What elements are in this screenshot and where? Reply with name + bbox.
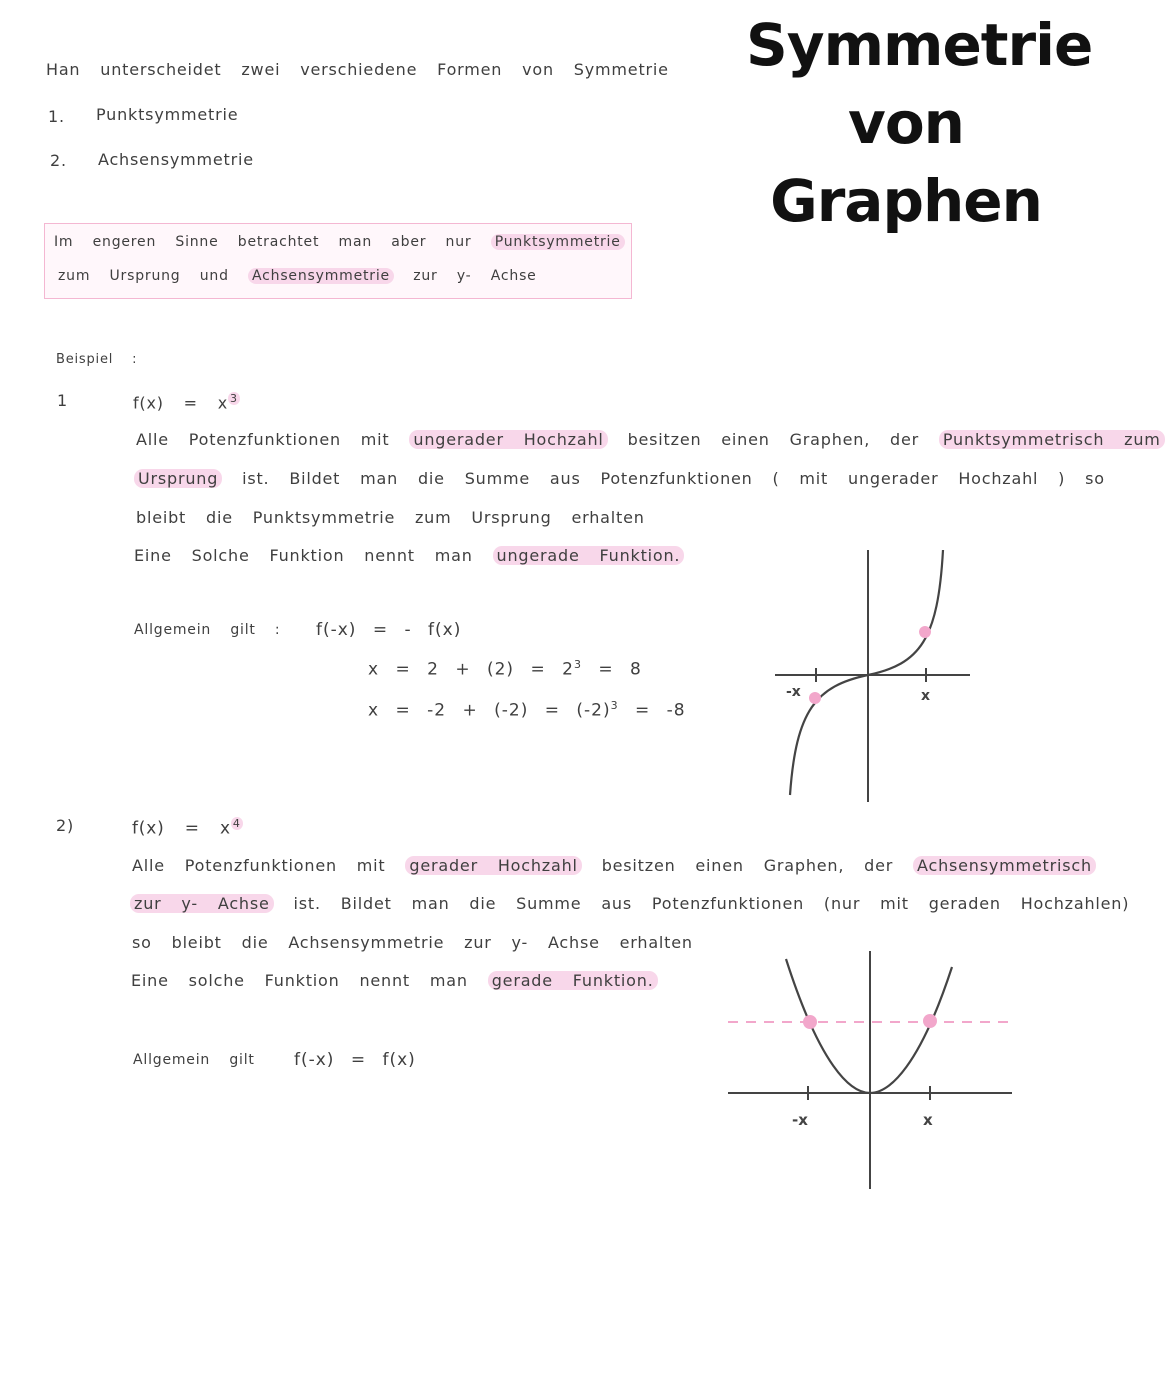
- note-line-2-text-a: zum Ursprung und: [58, 268, 229, 284]
- example1-exponent: 3: [230, 392, 238, 405]
- intro-item-1-num: 1.: [48, 107, 65, 126]
- example2-line-1-text-a: Alle Potenzfunktionen mit: [132, 856, 386, 875]
- note-highlight-achsensymmetrie: Achsensymmetrie: [248, 268, 394, 284]
- parabola-point-neg: [803, 1015, 817, 1029]
- example1-line-1-text-b: besitzen einen Graphen, der: [627, 430, 919, 449]
- example1-function: [133, 392, 240, 412]
- example2-line-1-text-b: besitzen einen Graphen, der: [601, 856, 894, 875]
- example2-highlight-achsensymmetrisch: Achsensymmetrisch: [913, 856, 1096, 875]
- example1-function-text: f(x) = x: [133, 393, 229, 413]
- example1-line-1: [136, 430, 1165, 449]
- example2-highlight-gerader-hochzahl: gerader Hochzahl: [405, 856, 581, 875]
- note-line-2-text-b: zur y- Achse: [413, 268, 537, 284]
- parabola-label-pos: x: [923, 1111, 933, 1129]
- example1-calc-2: [368, 699, 686, 721]
- example1-line-2-text: ist. Bildet man die Summe aus Potenzfunktionen ( mit ungerader Hochzahl ) so: [242, 469, 1105, 488]
- example1-line-1-text-a: Alle Potenzfunktionen mit: [136, 430, 390, 449]
- example1-calc-1-b: = 8: [598, 659, 642, 680]
- example1-line-4-text: Eine Solche Funktion nennt man: [134, 546, 473, 565]
- note-line-1: [54, 234, 625, 250]
- title-line-1: Symmetrie: [746, 11, 1093, 79]
- example1-number: 1: [57, 391, 68, 410]
- note-line-1-text: Im engeren Sinne betrachtet man aber nur: [54, 234, 472, 250]
- example1-calc-2-b: = -8: [635, 700, 686, 721]
- example1-highlight-ungerade-funktion: ungerade Funktion.: [493, 546, 685, 565]
- example1-line-4: [134, 546, 684, 565]
- example1-general-label: Allgemein gilt :: [134, 622, 281, 638]
- example2-rule: f(-x) = f(x): [294, 1050, 416, 1070]
- example1-highlight-ungerader-hochzahl: ungerader Hochzahl: [409, 430, 607, 449]
- example1-calc-2-a: x = -2 + (-2) = (-2): [368, 700, 611, 721]
- example2-number: 2): [56, 816, 75, 835]
- example2-exponent: 4: [232, 817, 241, 830]
- intro-sentence: Han unterscheidet zwei verschiedene Formen von Symmetrie: [46, 60, 669, 79]
- example2-highlight-gerade-funktion: gerade Funktion.: [488, 971, 658, 990]
- example2-function-text: f(x) = x: [132, 818, 231, 839]
- example2-line-4: [131, 971, 658, 990]
- example-label: Beispiel :: [56, 352, 138, 367]
- parabola-point-pos: [923, 1014, 937, 1028]
- example1-calc-2-exp: 3: [610, 699, 619, 712]
- cubic-point-neg: [809, 692, 821, 704]
- cubic-label-neg: -x: [786, 684, 801, 700]
- example2-line-4-text: Eine solche Funktion nennt man: [131, 971, 468, 990]
- example2-line-3: so bleibt die Achsensymmetrie zur y- Achse erhalten: [132, 933, 693, 952]
- note-highlight-punktsymmetrie: Punktsymmetrie: [491, 234, 625, 250]
- example1-rule: f(-x) = - f(x): [316, 620, 462, 640]
- example1-highlight-ursprung: Ursprung: [134, 469, 222, 488]
- example1-line-3: bleibt die Punktsymmetrie zum Ursprung erhalten: [136, 508, 645, 527]
- example1-calc-1-a: x = 2 + (2) = 2: [368, 659, 574, 680]
- example2-line-1: [132, 856, 1096, 875]
- example1-line-2: [134, 469, 1105, 488]
- example1-calc-1: [368, 658, 642, 680]
- parabola-graph: [720, 945, 1020, 1195]
- cubic-label-pos: x: [921, 688, 931, 704]
- example2-line-2-text: ist. Bildet man die Summe aus Potenzfunktionen (nur mit geraden Hochzahlen): [293, 894, 1130, 913]
- example1-highlight-punktsymmetrisch: Punktsymmetrisch zum: [939, 430, 1165, 449]
- title-line-2: von: [848, 89, 964, 157]
- intro-item-1-label: Punktsymmetrie: [96, 105, 239, 124]
- cubic-curve: [790, 550, 943, 795]
- cubic-graph: [760, 540, 990, 810]
- page-title: [746, 6, 1093, 240]
- example2-function: [132, 817, 243, 839]
- intro-item-2-label: Achsensymmetrie: [98, 150, 254, 169]
- example2-line-2: [130, 894, 1129, 913]
- note-line-2: [58, 268, 537, 284]
- intro-item-2-num: 2.: [50, 151, 67, 170]
- title-line-3: Graphen: [770, 167, 1042, 235]
- example2-general-label: Allgemein gilt: [133, 1052, 255, 1068]
- cubic-point-pos: [919, 626, 931, 638]
- parabola-label-neg: -x: [792, 1111, 808, 1129]
- example2-highlight-zur-y-achse: zur y- Achse: [130, 894, 274, 913]
- example1-calc-1-exp: 3: [573, 658, 582, 671]
